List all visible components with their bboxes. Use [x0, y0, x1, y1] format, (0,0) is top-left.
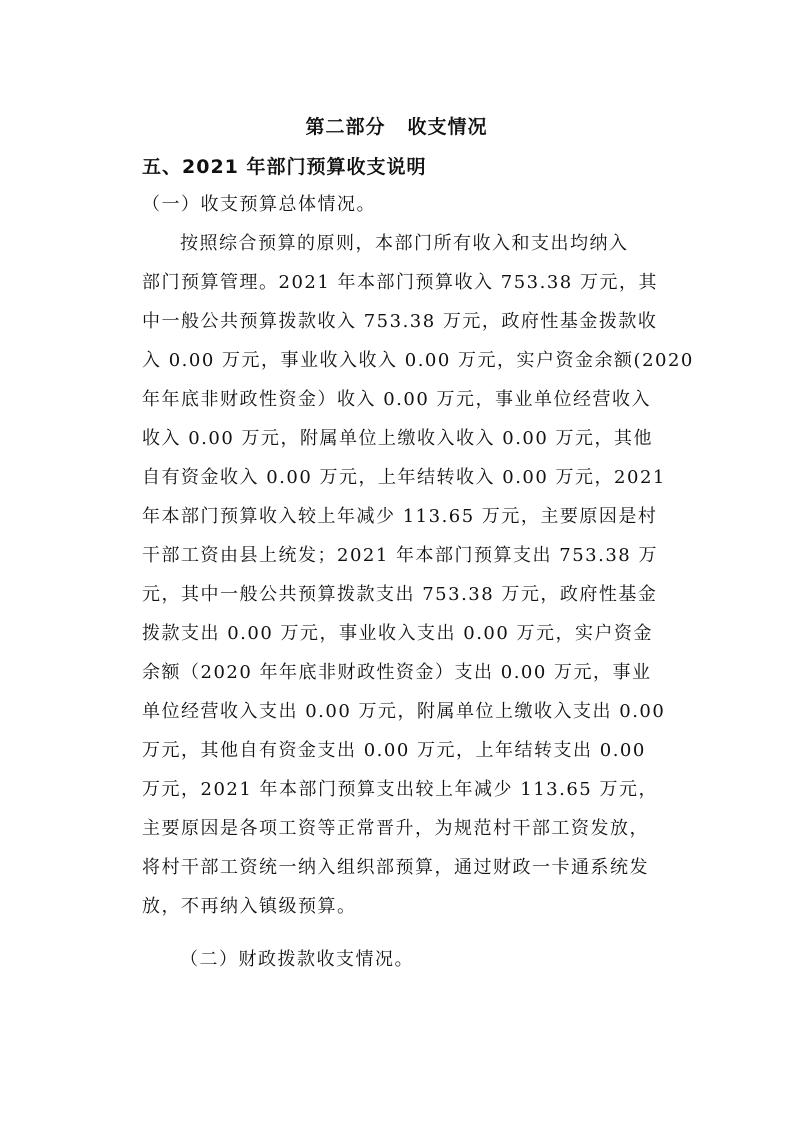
subsection-heading-2: （二）财政拨款收支情况。	[180, 949, 414, 970]
paragraph-line: 部门预算管理。2021 年本部门预算收入 753.38 万元，其	[142, 272, 658, 293]
paragraph-line: 万元，2021 年本部门预算支出较上年减少 113.65 万元，	[142, 779, 658, 800]
paragraph-line: 主要原因是各项工资等正常晋升，为规范村干部工资发放，	[142, 818, 649, 839]
paragraph-line: 元，其中一般公共预算拨款支出 753.38 万元，政府性基金	[142, 584, 658, 605]
subsection-heading-1: （一）收支预算总体情况。	[142, 194, 376, 215]
paragraph-line: 将村干部工资统一纳入组织部预算，通过财政一卡通系统发	[142, 857, 649, 878]
paragraph-line: 放，不再纳入镇级预算。	[142, 896, 357, 917]
paragraph-line: 自有资金收入 0.00 万元，上年结转收入 0.00 万元，2021	[142, 467, 666, 488]
paragraph-line: 万元，其他自有资金支出 0.00 万元，上年结转支出 0.00	[142, 740, 646, 761]
paragraph-line: 干部工资由县上统发；2021 年本部门预算支出 753.38 万	[142, 545, 658, 566]
paragraph-line: 年年底非财政性资金）收入 0.00 万元，事业单位经营收入	[142, 389, 652, 410]
paragraph-line: 中一般公共预算拨款收入 753.38 万元，政府性基金拨款收	[142, 311, 658, 332]
paragraph-line: 收入 0.00 万元，附属单位上缴收入收入 0.00 万元，其他	[142, 428, 654, 449]
paragraph-line: 按照综合预算的原则，本部门所有收入和支出均纳入	[180, 233, 629, 254]
part-title	[0, 112, 793, 139]
paragraph-line: 拨款支出 0.00 万元，事业收入支出 0.00 万元，实户资金	[142, 623, 654, 644]
paragraph-line: 余额（2020 年年底非财政性资金）支出 0.00 万元，事业	[142, 662, 652, 683]
part-title-text: 收支情况	[407, 116, 488, 138]
paragraph-line: 入 0.00 万元，事业收入收入 0.00 万元，实户资金余额(2020	[142, 350, 694, 371]
paragraph-line: 年本部门预算收入较上年减少 113.65 万元，主要原因是村	[142, 506, 658, 527]
section-heading: 五、2021 年部门预算收支说明	[142, 156, 427, 178]
paragraph-line: 单位经营收入支出 0.00 万元，附属单位上缴收入支出 0.00	[142, 701, 666, 722]
part-title-number: 第二部分	[305, 116, 386, 138]
